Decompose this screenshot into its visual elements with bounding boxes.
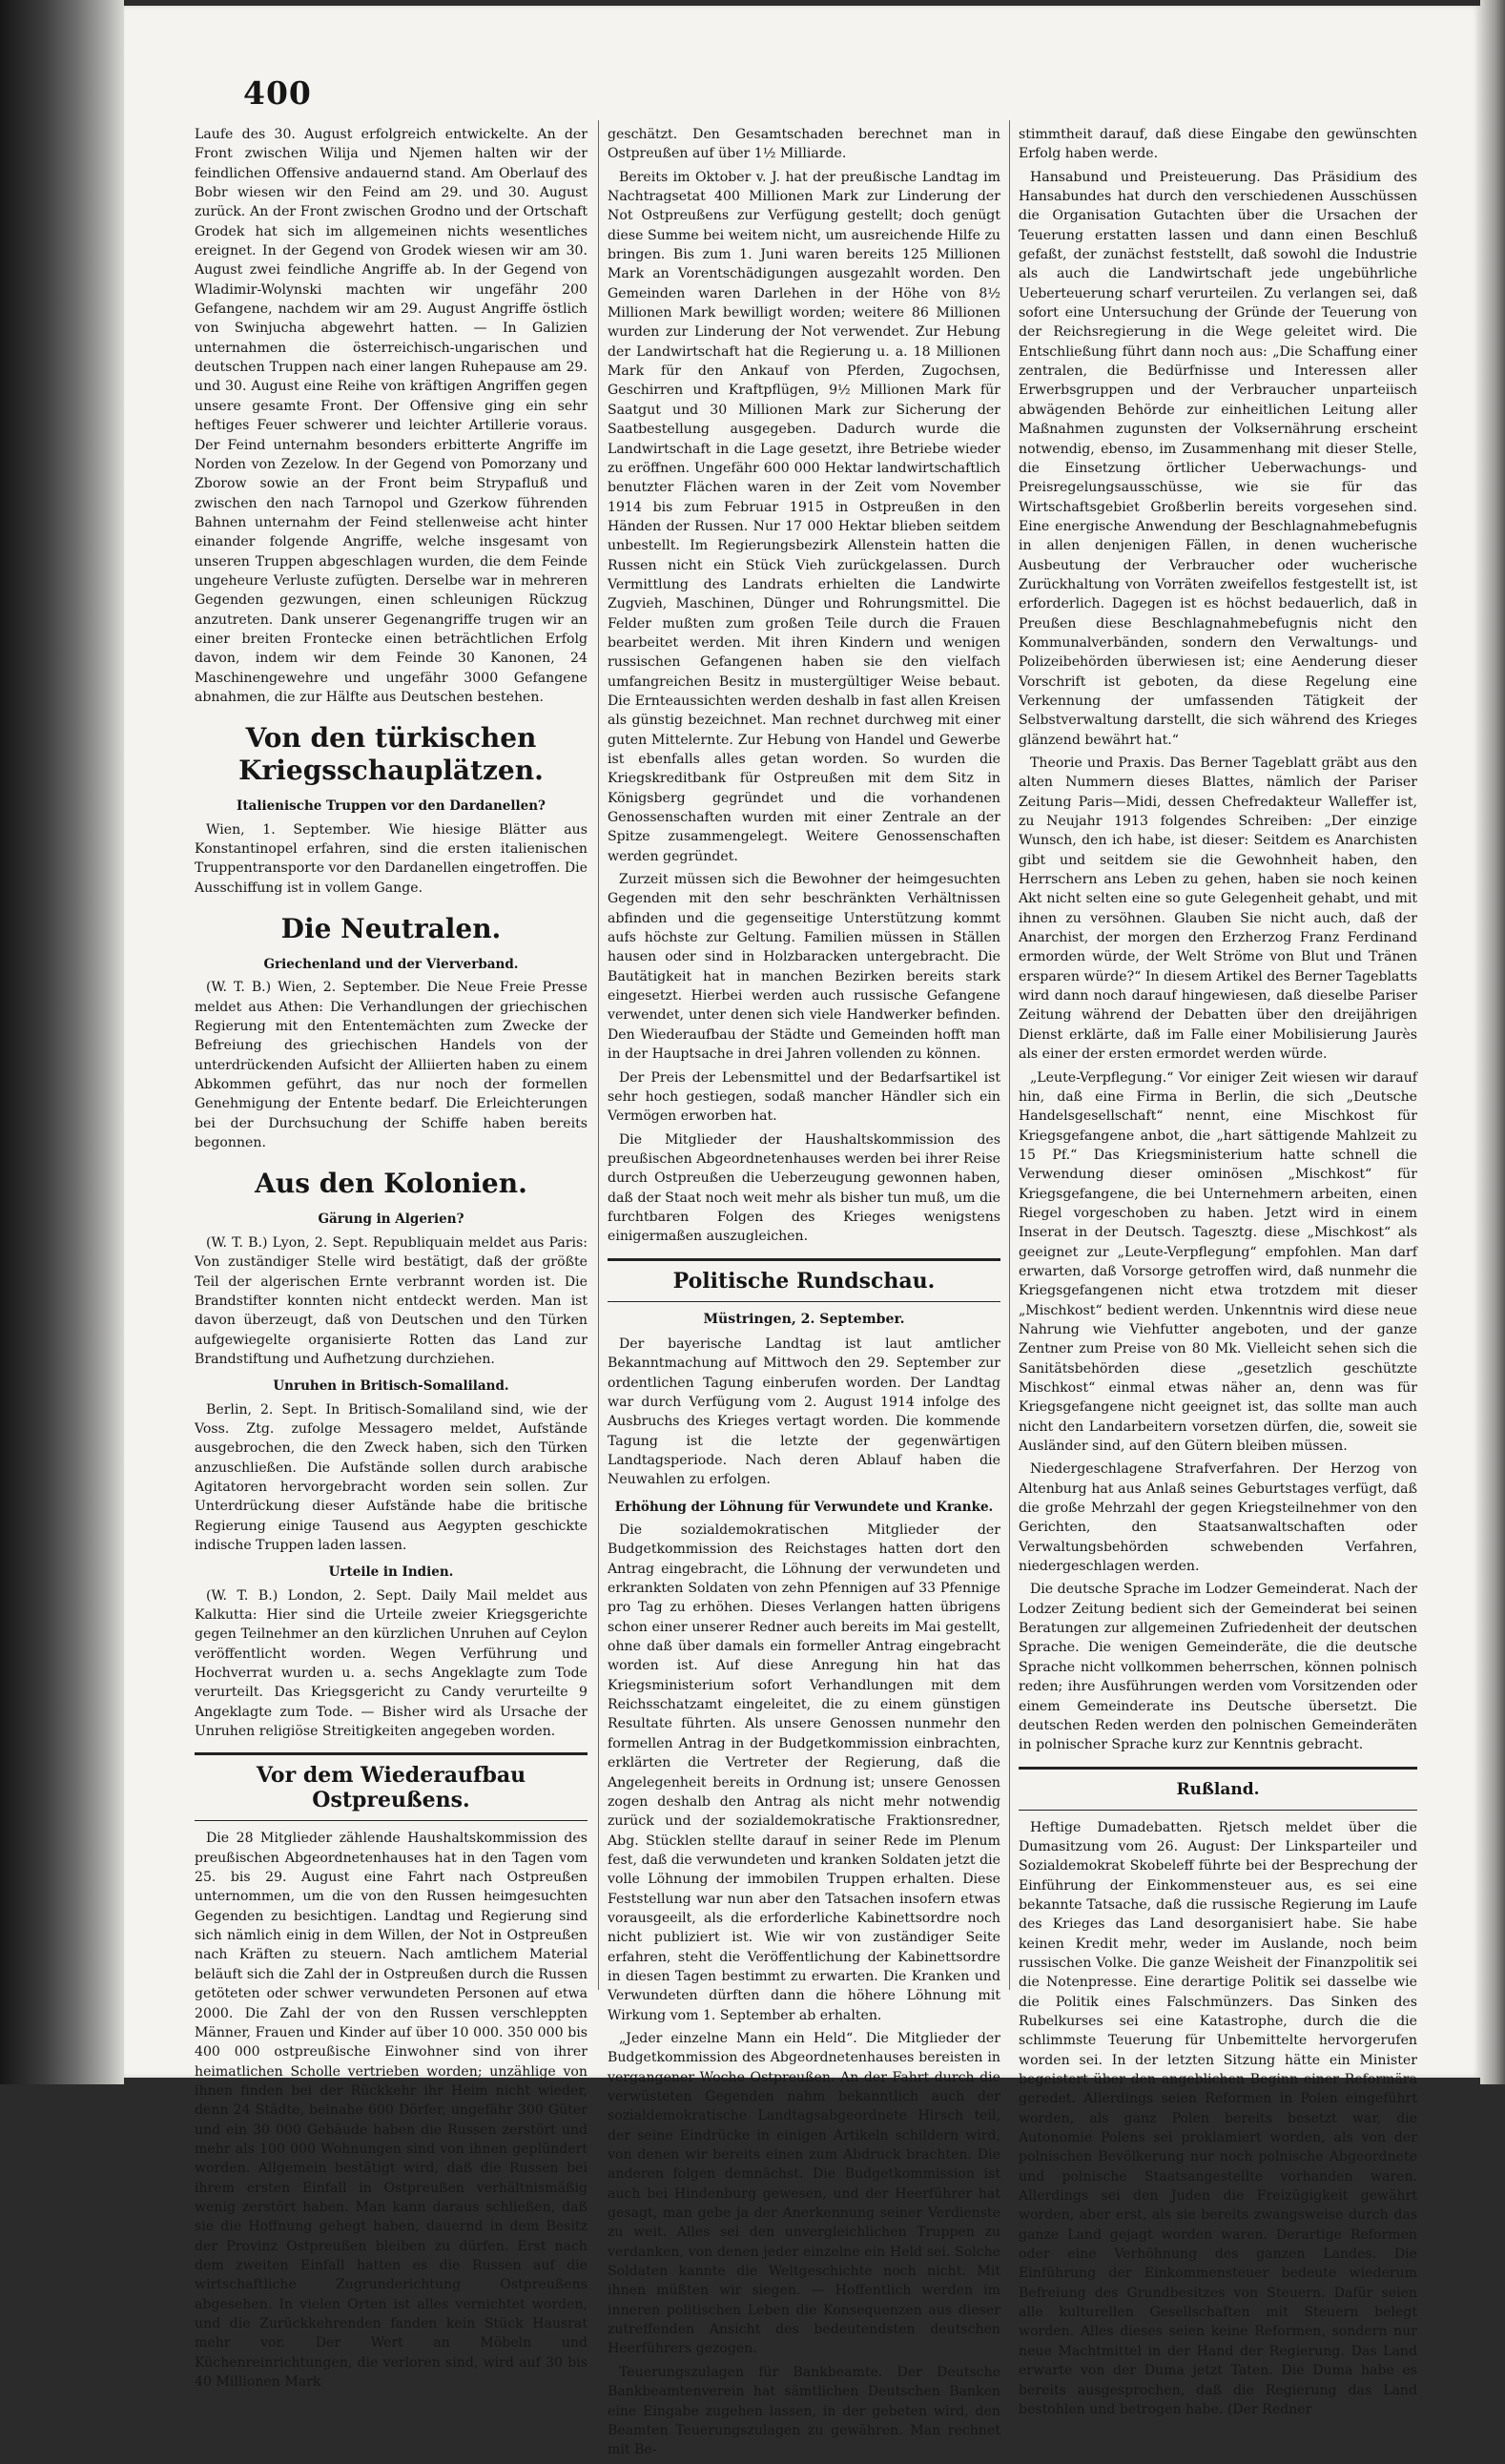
- article-text: Der Preis der Lebensmittel und der Bedarfsartikel ist sehr hoch gestiegen, sodaß mancher Händler sich ein Vermögen erworben hat.: [608, 1069, 1000, 1125]
- page-edge: [1480, 0, 1505, 2084]
- article-text: Die 28 Mitglieder zählende Haushaltskommission des preußischen Abgeordnetenhauses hat in den Tagen vom 25. bis 29. August eine Fahrt nach Ostpreußen unternommen, um die von den Russen heimgesuchten Gegenden zu besichtigen. Landtag und Regierung sind sich nämlich einig in dem Willen, der Not in Ostpreußen nach Kräften zu steuern. Nach amtlichem Material beläuft sich die Zahl der in Ostpreußen durch die Russen getöteten oder schwer verwundeten Personen auf etwa 2000. Die Zahl der von den Russen verschleppten Männer, Frauen und Kinder auf über 10 000. 350 000 bis 400 000 ostpreußische Einwohner sind von ihrer heimatlichen Scholle vertrieben worden; unzählige von ihnen finden bei der Rückkehr ihr Heim nicht wieder, denn 24 Städte, beinahe 600 Dörfer, ungefähr 300 Güter und ein 30 000 Gebäude haben die Russen zerstört und mehr als 100 000 Wohnungen sind von ihnen geplündert worden. Allgemein bestätigt wird, daß die Russen bei ihrem ersten Einfall in Ostpreußen verhältnismäßig wenig zerstört haben. Man kann daraus schließen, daß sie die Hoffnung gehegt haben, dauernd in dem Besitz der Provinz Ostpreußen bleiben zu dürfen. Erst nach dem zweiten Einfall hatten es die Russen auf die wirtschaftliche Zugrunderichtung Ostpreußens abgesehen. In vielen Orten ist alles vernichtet worden, und die Zurückkehrenden fanden kein Stück Hausrat mehr vor. Der Wert an Möbeln und Küchenreinrichtungen, die verloren sind, wird auf 30 bis 40 Millionen Mark: [195, 1831, 588, 2391]
- article-subheading: Italienische Truppen vor den Dardanellen?: [237, 798, 546, 815]
- article-text: „Leute-Verpflegung.“ Vor einiger Zeit wiesen wir darauf hin, daß eine Firma in Berlin, die sich „Deutsche Handelsgesellschaft“ nennt, eine Mischkost für Kriegsgefangene anbot, die „hart sättigende Mahlzeit zu 15 Pf.“ Das Kriegsministerium hatte schnell die Verwendung dieser ominösen „Mischkost“ für Kriegsgefangene, die bei Unternehmern arbeiten, einen Riegel vorgeschoben zu haben. Jetzt wird in einem Inserat in der Deutsch. Tagesztg. diese „Mischkost“ als geeignet zur „Leute-Verpflegung“ empfohlen. Man darf erwarten, daß Vorsorge getroffen wird, daß nunmehr die Kriegsgefangenen nicht etwa trotzdem mit dieser „Mischkost“ bedient werden. Unkenntnis wird diese neue Nahrung wie Viehfutter angeboten, und der ganze Zentner zum Preise von 80 Mk. Vielleicht sehen sich die Sanitätsbehörden diese „gesetzlich geschützte Mischkost“ einmal etwas näher an, denn was für Kriegsgefangene nicht geeignet ist, das sollte man auch nicht den Landarbeitern vorsetzen dürfen, die, soweit sie Ausländer sind, auf den Gütern bleiben müssen.: [1019, 1069, 1417, 1455]
- newspaper-page: [124, 6, 1480, 2458]
- section-title: Politische Rundschau.: [672, 1268, 936, 1294]
- article-header-box: [195, 1752, 588, 1821]
- article-text: (W. T. B.) Lyon, 2. Sept. Republiquain meldet aus Paris: Von zuständiger Stelle wird bestätigt, daß der größte Teil der algerischen Ernte verbrannt worden ist. Die Brandstifter konnten nicht entdeckt werden. Man ist davon überzeugt, daß von Deutschen und den Türken aufgewiegelte organisierte Rotten das Land zur Brandstiftung und Aufhetzung durchziehen.: [195, 1234, 588, 1367]
- article-text: stimmtheit darauf, daß diese Eingabe den gewünschten Erfolg haben werde.: [1019, 127, 1417, 162]
- article-text: Wien, 1. September. Wie hiesige Blätter aus Konstantinopel erfahren, sind die ersten italienischen Truppentransporte vor den Dardanellen eingetroffen. Die Ausschiffung ist in vollem Gange.: [195, 821, 588, 896]
- article-text: Niedergeschlagene Strafverfahren. Der Herzog von Altenburg hat aus Anlaß seines Geburtstages verfügt, daß die große Mehrzahl der gegen Kriegsteilnehmer von den Gerichten, den Staatsanwaltschaften oder Verwaltungsbehörden schwebenden Verfahren, niedergeschlagen werden.: [1019, 1461, 1417, 1575]
- article-text: (W. T. B.) Wien, 2. September. Die Neue Freie Presse meldet aus Athen: Die Verhandlungen der griechischen Regierung mit den Ententemächten zum Zwecke der Befreiung des griechischen Handels von der unterdrückenden Aufsicht der Alliierten haben zu einem Abkommen geführt, das nur noch der formellen Genehmigung der Entente bedarf. Die Erleichterungen bei der Durchsuchung der Schiffe haben bereits begonnen.: [195, 980, 588, 1151]
- article-text: geschätzt. Den Gesamtschaden berechnet man in Ostpreußen auf über 1½ Milliarde.: [608, 127, 1000, 162]
- dateline: Müstringen, 2. September.: [703, 1311, 905, 1327]
- article-title: Vor dem Wiederaufbau Ostpreußens.: [256, 1763, 526, 1813]
- article-text: Berlin, 2. Sept. In Britisch-Somaliland sind, wie der Voss. Ztg. zufolge Messagero meldet, Aufstände ausgebrochen, die den Zweck haben, sich den Türken anzuschließen. Die Aufstände sollen durch arabische Agitatoren hervorgebracht worden sein sollen. Zur Unterdrückung dieser Aufstände habe die britische Regierung einige Tausend aus Aegypten geschickte indische Truppen laden lassen.: [195, 1401, 588, 1553]
- article-text: (W. T. B.) London, 2. Sept. Daily Mail meldet aus Kalkutta: Hier sind die Urteile zweier Kriegsgerichte gegen Teilnehmer an den kürzlichen Unruhen auf Ceylon veröffentlicht worden. Wegen Verführung und Hochverrat wurden u. a. sechs Angeklagte zum Tode verurteilt. Das Kriegsgericht zu Candy verurteilte 9 Angeklagte zum Tode. — Bisher wird als Ursache der Unruhen religiöse Streitigkeiten angegeben worden.: [195, 1587, 588, 1740]
- article-text: „Jeder einzelne Mann ein Held“. Die Mitglieder der Budgetkommission des Abgeordnetenhauses bereisten in vergangener Woche Ostpreußen. An der Fahrt durch die verwüsteten Gegenden nahm bekanntlich auch der sozialdemokratische Landtagsabgeordnete Hirsch teil, der seine Eindrücke in einigen Artikeln schildern wird, von denen wir bereits einen zum Abdruck brachten. Die anderen folgen demnächst. Die Budgetkommission ist auch bei Hindenburg gewesen, und der Heerführer hat gesagt, man gebe ja der Anerkennung seiner Verdienste zu weit. Alles sei den unvergleichlichen Truppen zu verdanken, von denen jeder einzelne ein Held sei. Solche Soldaten kannte die Weltgeschichte noch nicht. Mit ihnen müßten wir siegen. — Hoffentlich werden im inneren politischen Leben die Konsequenzen aus dieser zutreffenden Ansicht des bedeutendsten deutschen Heerführers gezogen.: [608, 2030, 1000, 2357]
- article-subheading: Griechenland und der Vierverband.: [263, 957, 519, 973]
- section-title: Rußland.: [1176, 1779, 1260, 1799]
- article-text: Die sozialdemokratischen Mitglieder der Budgetkommission des Reichstages hatten dort den Antrag eingebracht, die Löhnung der verwundeten und erkrankten Soldaten von zehn Pfennigen auf 33 Pfennige pro Tag zu erhöhen. Dieses Verlangen hatten übrigens schon einer unserer Redner auch bereits im Mai gestellt, ohne daß über damals ein formeller Antrag eingebracht worden ist. Auf diese Anregung hin hat das Kriegsministerium sofort Verhandlungen mit dem Reichsschatzamt eingeleitet, die zu einem günstigen Resultate führten. Als unsere Genossen nunmehr den formellen Antrag in der Budgetkommission einbrachten, erklärten die Vertreter der Regierung, daß die Angelegenheit bereits in Ordnung ist; unsere Genossen zogen deshalb den Antrag als nicht mehr notwendig zurück und der sozialdemokratische Fraktionsredner, Abg. Stücklen stellte darauf in seiner Rede im Plenum fest, daß die verwundeten und kranken Soldaten jetzt die volle Löhnung der immobilen Truppen erhalten. Diese Feststellung war nun aber den Tatsachen insofern etwas vorausgeeilt, als die erforderliche Kabinettsordre noch nicht publiziert ist. Wie wir von zuständiger Seite erfahren, steht die Veröffentlichung der Kabinettsordre in diesen Tagen bestimmt zu erwarten. Die Kranken und Verwundeten dürften dann die höhere Löhnung mit Wirkung vom 1. September ab erhalten.: [608, 1522, 1000, 2023]
- article-text: Teuerungszulagen für Bankbeamte. Der Deutsche Bankbeamtenverein hat sämtlichen Deutschen Banken eine Eingabe zugehen lassen, in der gebeten wird, den Beamten Teuerungszulagen zu gewähren. Man rechnet mit Be-: [608, 2364, 1000, 2458]
- section-heading: Von den türkischen Kriegsschauplätzen.: [238, 722, 544, 787]
- column-3: [1019, 125, 1417, 2423]
- article-subheading: Unruhen in Britisch-Somaliland.: [273, 1378, 509, 1395]
- section-header-box: [608, 1258, 1000, 1302]
- page-number: 400: [243, 74, 312, 112]
- section-heading: Aus den Kolonien.: [255, 1168, 527, 1200]
- section-header-box: [1019, 1767, 1417, 1811]
- article-text: Heftige Dumadebatten. Rjetsch meldet über die Dumasitzung vom 26. August: Der Linksparteiler und Sozialdemokrat Skobeleff führte bei der Besprechung der Einführung der Einkommensteuer aus, es sei eine bekannte Tatsache, daß die russische Regierung im Laufe des Krieges das Land desorganisiert habe. Sie habe keinen Kredit mehr, weder im Auslande, noch beim russischen Volke. Die ganze Weisheit der Finanzpolitik sei die Notenpresse. Eine derartige Politik sei dasselbe wie die Politik eines Falschmünzers. Das Sinken des Rubelkurses sei eine Katastrophe, durch die die schlimmste Teuerung für Unbemittelte hervorgerufen worden sei. In der letzten Sitzung hätte ein Minister begeistert über den angeblichen Beginn einer Reformära geredet. Allerdings seien Reformen in Polen eingeführt worden, als ganz Polen bereits besetzt war, die Autonomie Polens sei proklamiert worden, als von der polnischen Bevölkerung nur noch polnische Abgeordnete und polnische Staatsangestellte vorhanden waren. Allerdings sei den Juden die Freizügigkeit gewährt worden, aber erst, als sie bereits zwangsweise durch das ganze Land gejagt worden waren. Derartige Reformen oder eine Verhöhnung des ganzen Landes. Die Einführung der Einkommensteuer bedeute wiederum Befreiung des Grundbesitzes von Steuern. Dafür seien alle kulturellen Gesellschaften mit Steuern belegt worden. Alles dieses seien keine Reformen, sondern nur neue Machtmittel in der Hand der Regierung. Das Land erwarte von der Duma jetzt Taten. Die Duma habe es bereits ausgesprochen, daß die Regierung das Land bestohlen und betrogen habe. (Der Redner: [1019, 1819, 1417, 2417]
- article-text: Zurzeit müssen sich die Bewohner der heimgesuchten Gegenden mit den sehr beschränkten Verhältnissen abfinden und die gegenseitige Unterstützung kommt aufs höchste zur Geltung. Familien müssen in Ställen hausen oder sind in Holzbaracken untergebracht. Die Bautätigkeit hat in manchen Bezirken bereits stark eingesetzt. Hierbei werden auch russische Gefangene verwendet, unter denen sich viele Handwerker befinden. Den Wiederaufbau der Städte und Gemeinden hofft man in der Hauptsache in drei Jahren vollenden zu können.: [608, 872, 1000, 1063]
- article-text: Theorie und Praxis. Das Berner Tageblatt gräbt aus den alten Nummern dieses Blattes, nämlich der Pariser Zeitung Paris—Midi, dessen Chefredakteur Walleffer ist, zu Neujahr 1913 folgendes Schreiben: „Der einzige Wunsch, den ich habe, ist dieser: Seitdem es Anarchisten gibt und seitdem sie die Gewohnheit haben, den Herrschern ans Leben zu gehen, haben sie noch keinen Akt nicht selten eine so gute Gelegenheit gehabt, und mit ihnen zu versöhnen. Glauben Sie nicht auch, daß der Anarchist, der morgen den Erzherzog Franz Ferdinand ermorden würde, der Welt Ströme von Blut und Tränen ersparen würde?“ In diesem Artikel des Berner Tageblatts wird dann noch darauf hingewiesen, daß dieselbe Pariser Zeitung während der Debatten über den dreijährigen Dienst erklärte, daß im Falle einer Mobilisierung Jaurès als einer der ersten ermordet werden würde.: [1019, 756, 1417, 1063]
- section-heading: Die Neutralen.: [280, 913, 502, 945]
- column-2: [608, 125, 1000, 2464]
- column-rule: [1009, 120, 1010, 1990]
- column-1: [195, 125, 588, 2395]
- article-text: Der bayerische Landtag ist laut amtlicher Bekanntmachung auf Mittwoch den 29. September zur ordentlichen Tagung einberufen worden. Der Landtag war durch Verfügung vom 2. August 1914 infolge des Ausbruchs des Krieges vertagt worden. Die kommende Tagung ist die letzte der gegenwärtigen Landtagsperiode. Nach deren Ablauf haben die Neuwahlen zu erfolgen.: [608, 1336, 1000, 1488]
- article-text: Die Mitglieder der Haushaltskommission des preußischen Abgeordnetenhauses werden bei ihrer Reise durch Ostpreußen die Ueberzeugung gewonnen haben, daß der Staat noch weit mehr als bisher tun muß, um die furchtbaren Folgen des Krieges wenigstens einigermaßen auszugleichen.: [608, 1131, 1000, 1245]
- article-subheading: Urteile in Indien.: [328, 1564, 454, 1581]
- article-text: Laufe des 30. August erfolgreich entwickelte. An der Front zwischen Wilija und Njemen halten wir der feindlichen Offensive andauernd stand. Am Oberlauf des Bobr wiesen wir den Feind am 29. und 30. August zurück. An der Front zwischen Grodno und der Ortschaft Grodek hat sich im allgemeinen nichts wesentliches ereignet. In der Gegend von Grodek wiesen wir am 30. August zwei feindliche Angriffe ab. In der Gegend von Wladimir-Wolynski machten wir ungefähr 200 Gefangene, nachdem wir am 29. August Angriffe östlich von Swinjucha abgewehrt hatten. — In Galizien unternahmen die österreichisch-ungarischen und deutschen Truppen nach einer langen Ruhepause am 29. und 30. August eine Reihe von kräftigen Angriffen gegen unsere gesamte Front. Der Offensive ging ein sehr heftiges Feuer schwerer und leichter Artillerie voraus. Der Feind unternahm besonders erbitterte Angriffe im Norden von Zezelow. In der Gegend von Pomorzany und Zborow sowie an der Front beim Strypafluß und zwischen den nach Tarnopol und Gzerkow führenden Bahnen unternahm der Feind stellenweise acht hinter einander folgende Angriffe, welche insgesamt von unseren Truppen abgeschlagen wurden, die dem Feinde ungeheure Verluste zufügten. Derselbe war in mehreren Gegenden gezwungen, einen schleunigen Rückzug anzutreten. Dank unserer Gegenangriffe trugen wir an einer breiten Frontecke einen beträchtlichen Erfolg davon, indem wir dem Feinde 30 Kanonen, 24 Maschinengewehre und ungefähr 3000 Gefangene abnahmen, die zur Hälfte aus Deutschen bestehen.: [195, 127, 588, 705]
- article-text: Bereits im Oktober v. J. hat der preußische Landtag im Nachtragsetat 400 Millionen Mark zur Linderung der Not Ostpreußens zur Verfügung gestellt; doch genügt diese Summe bei weitem nicht, um ausreichende Hilfe zu bringen. Bis zum 1. Juni waren bereits 125 Millionen Mark an Vorentschädigungen ausgezahlt worden. Den Gemeinden waren Darlehen in der Höhe von 8½ Millionen Mark bewilligt worden; weitere 86 Millionen wurden zur Linderung der Not verwendet. Zur Hebung der Landwirtschaft hat die Regierung u. a. 18 Millionen Mark für den Ankauf von Pferden, Zugochsen, Geschirren und Kraftpflügen, 9½ Millionen Mark für Saatgut und 30 Millionen Mark zur Sicherung der Saatbestellung ausgegeben. Dadurch wurde die Landwirtschaft in die Lage gesetzt, ihre Betriebe wieder zu eröffnen. Ungefähr 600 000 Hektar landwirtschaftlich benutzter Flächen waren in der Zeit vom November 1914 bis zum Februar 1915 in Ostpreußen in den Händen der Russen. Nur 17 000 Hektar blieben seitdem unbestellt. Im Regierungsbezirk Allenstein hatten die Russen nicht ein Stück Vieh zurückgelassen. Durch Vermittlung des Landrats erhielten die Landwirte Zugvieh, Maschinen, Dünger und Rohrungsmittel. Die Felder mußten zum großen Teile durch die Frauen bearbeitet werden. Mit ihren Kindern und wenigen russischen Gefangenen haben sie den vielfach umfangreichen Besitz in mustergültiger Weise bebaut. Die Ernteaussichten werden deshalb in fast allen Kreisen als günstig bezeichnet. Man rechnet durchweg mit einer guten Mittelernte. Zur Hebung von Handel und Gewerbe ist ebenfalls alles getan worden. So wurden die Kriegskreditbank für Ostpreußen mit dem Sitz in Königsberg gegründet und die vorhandenen Genossenschaften wurden mit einer Zentrale an der Spitze zusammengelegt. Weitere Genossenschaften werden gegründet.: [608, 169, 1000, 864]
- article-subheading: Gärung in Algerien?: [318, 1211, 464, 1228]
- column-rule: [598, 120, 599, 1990]
- article-text: Die deutsche Sprache im Lodzer Gemeinderat. Nach der Lodzer Zeitung bedient sich der Gemeinderat bei seinen Beratungen zur allgemeinen Zufriedenheit der deutschen Sprache. Die wenigen Gemeinderäte, die die deutsche Sprache nicht vollkommen beherrschen, können polnisch reden; ihre Ausführungen werden vom Vorsitzenden oder einem Gemeinderate ins Deutsche übersetzt. Die deutschen Reden werden den polnischen Gemeinderäten in polnischer Sprache kurz zur Kenntnis gebracht.: [1019, 1582, 1417, 1753]
- article-text: Hansabund und Preisteuerung. Das Präsidium des Hansabundes hat durch den verschiedenen Ausschüssen die Organisation Gutachten über die Ursachen der Teuerung erstatten lassen und dann einen Beschluß gefaßt, der zunächst feststellt, daß sowohl die Industrie als auch die Landwirtschaft jede ungebührliche Ueberteuerung scharf verurteilen. Zu verlangen sei, daß sofort eine Untersuchung der Gründe der Teuerung von der Reichsregierung in die Wege geleitet wird. Die Entschließung führt dann noch aus: „Die Schaffung einer zentralen, die Bedürfnisse und Interessen aller Erwerbsgruppen und der Verbraucher unparteiisch abwägenden Behörde zur einheitlichen Leitung aller Maßnahmen zugunsten der Volksernährung erscheint notwendig, ebenso, im Zusammenhang mit dieser Stelle, die Einsetzung örtlicher Ueberwachungs- und Preisregelungsausschüsse, wie sie für das Wirtschaftsgebiet Großberlin bereits vorgesehen sind. Eine energische Anwendung der Beschlagnahmebefugnis in allen denjenigen Fällen, in denen wucherische Ausbeutung der Verbraucher oder wucherische Zurückhaltung von Vorräten zweifellos festgestellt ist, ist erforderlich. Dagegen ist es höchst bedauerlich, daß in Preußen diese Beschlagnahmebefugnis nicht den Kommunalverbänden, sondern den Verwaltungs- und Polizeibehörden überwiesen ist; eine Aenderung dieser Vorschrift ist geboten, da diese Regelung eine Verkennung der umfassenden Tätigkeit der Selbstverwaltung darstellt, die sich während des Krieges glänzend bewährt hat.“: [1019, 169, 1417, 748]
- article-subheading: Erhöhung der Löhnung für Verwundete und Kranke.: [614, 1499, 994, 1515]
- book-binding: [0, 0, 124, 2084]
